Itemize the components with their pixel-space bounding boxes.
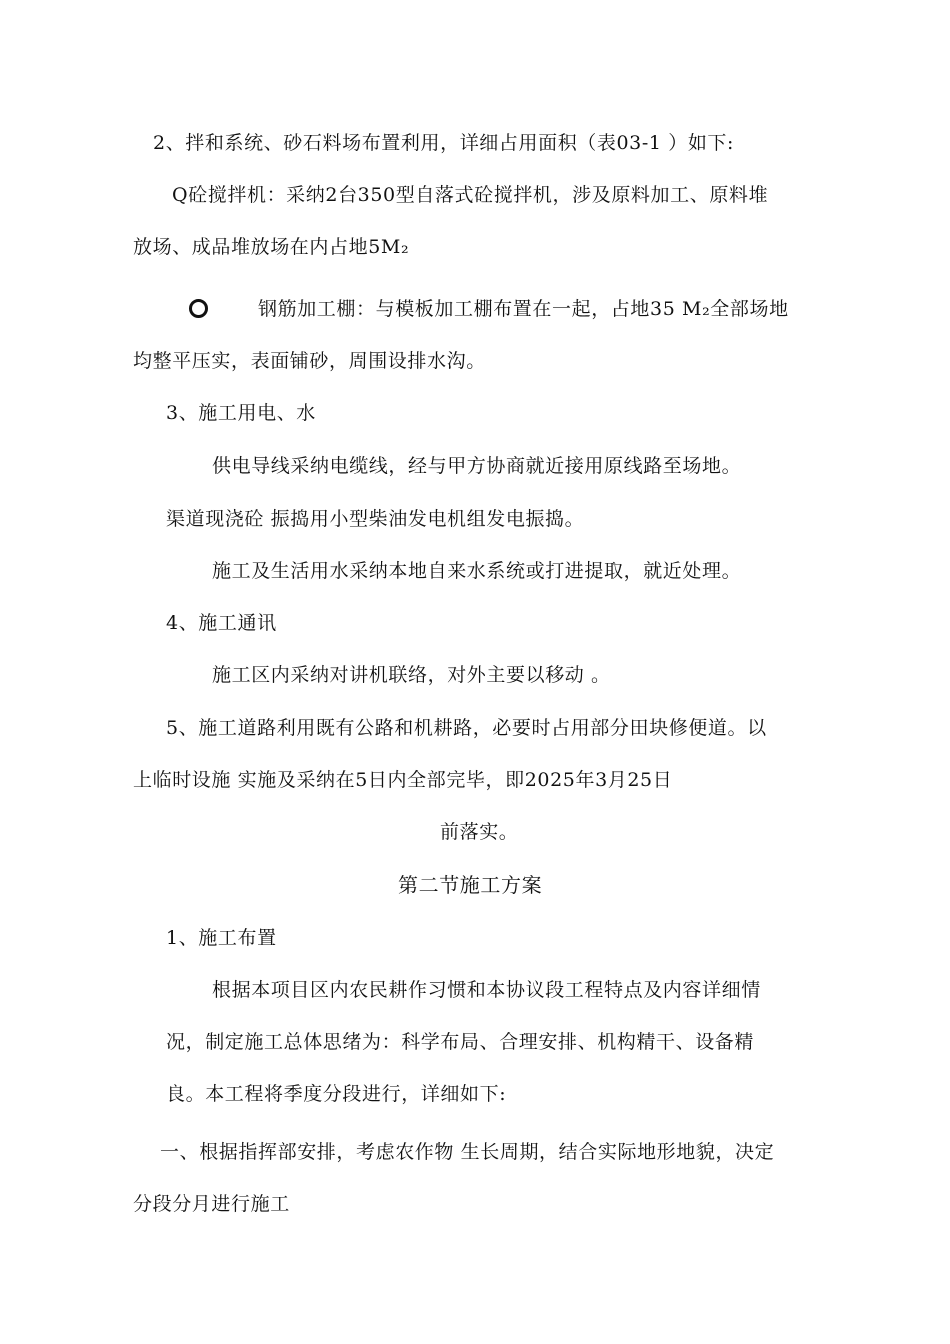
text-line-11: 施工区内采纳对讲机联络，对外主要以移动 。 — [212, 664, 611, 686]
text-line-19: 良。本工程将季度分段进行，详细如下: — [166, 1083, 507, 1105]
text-line-5: 均整平压实，表面铺砂，周围设排水沟。 — [133, 350, 486, 372]
text-line-16: 1、施工布置 — [166, 927, 277, 949]
text-line-18: 况，制定施工总体思绪为：科学布局、合理安排、机构精干、设备精 — [166, 1031, 755, 1053]
text-line-13: 上临时设施 实施及采纳在5日内全部完毕，即2025年3月25日 — [133, 769, 673, 791]
text-line-20: 一、根据指挥部安排，考虑农作物 生长周期，结合实际地形地貌，决定 — [160, 1141, 775, 1163]
text-line-10: 4、施工通讯 — [166, 612, 277, 634]
text-line-2: Q砼搅拌机：采纳2台350型自落式砼搅拌机，涉及原料加工、原料堆 — [172, 184, 769, 206]
text-line-8: 渠道现浇砼 振捣用小型柴油发电机组发电振捣。 — [166, 508, 585, 530]
text-line-1: 2、拌和系统、砂石料场布置利用，详细占用面积（表03-1 ）如下: — [153, 132, 735, 154]
text-line-7: 供电导线采纳电缆线，经与甲方协商就近接用原线路至场地。 — [212, 455, 742, 477]
section-heading: 第二节施工方案 — [398, 873, 543, 897]
bullet-circle-icon — [189, 299, 208, 318]
text-line-3: 放场、成品堆放场在内占地5M₂ — [133, 236, 410, 258]
text-line-12: 5、施工道路利用既有公路和机耕路，必要时占用部分田块修便道。以 — [166, 717, 767, 739]
text-line-4: 钢筋加工棚：与模板加工棚布置在一起，占地35 M₂全部场地 — [258, 298, 789, 320]
text-line-21: 分段分月进行施工 — [133, 1193, 290, 1215]
text-line-14: 前落实。 — [440, 821, 519, 843]
text-line-9: 施工及生活用水采纳本地自来水系统或打进提取，就近处理。 — [212, 560, 742, 582]
text-line-17: 根据本项目区内农民耕作习惯和本协议段工程特点及内容详细情 — [212, 979, 761, 1001]
text-line-6: 3、施工用电、水 — [166, 402, 316, 424]
